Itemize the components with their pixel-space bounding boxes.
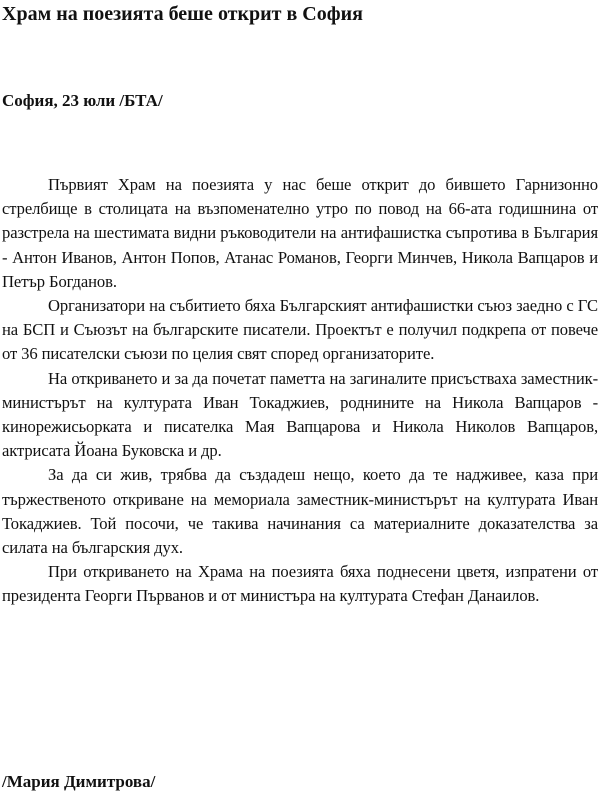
paragraph: При откриването на Храма на поезията бяха поднесени цветя, изпратени от президента Георги Първанов и от министъра на културата Стефан Данаилов.	[2, 562, 598, 606]
article-body	[2, 173, 598, 609]
document-page	[2, 0, 598, 800]
article-title: Храм на поезията беше открит в София	[2, 3, 363, 25]
article-author: /Мария Димитрова/	[2, 772, 156, 791]
paragraph: На откриването и за да почетат паметта на загиналите присъстваха заместник-министърът на културата Иван Токаджиев, роднините на Никола Вапцаров - кинорежисьорката и писателка Мая Вапцарова и Никола Николов Вапцаров, актрисата Йоана Буковска и др.	[2, 368, 598, 461]
paragraph: За да си жив, трябва да създадеш нещо, което да те надживее, каза при тържественото откриване на мемориала заместник-министърът на културата Иван Токаджиев. Той посочи, че такива начинания са материалните доказателства за силата на българския дух.	[2, 465, 598, 558]
paragraph: Организатори на събитието бяха Българският антифашистки съюз заедно с ГС на БСП и Съюзът на българските писатели. Проектът е получил подкрепа от повече от 36 писателски съюзи по целия свят според организаторите.	[2, 296, 598, 364]
paragraph: Първият Храм на поезията у нас беше открит до бившето Гарнизонно стрелбище в столицата на възпоменателно утро по повод на 66-ата годишнина от разстрела на шестимата видни ръководители на антифашистка съпротива в България - Антон Иванов, Антон Попов, Атанас Романов, Георги Минчев, Никола Вапцаров и Петър Богданов.	[2, 175, 598, 291]
article-dateline: София, 23 юли /БТА/	[2, 91, 163, 110]
